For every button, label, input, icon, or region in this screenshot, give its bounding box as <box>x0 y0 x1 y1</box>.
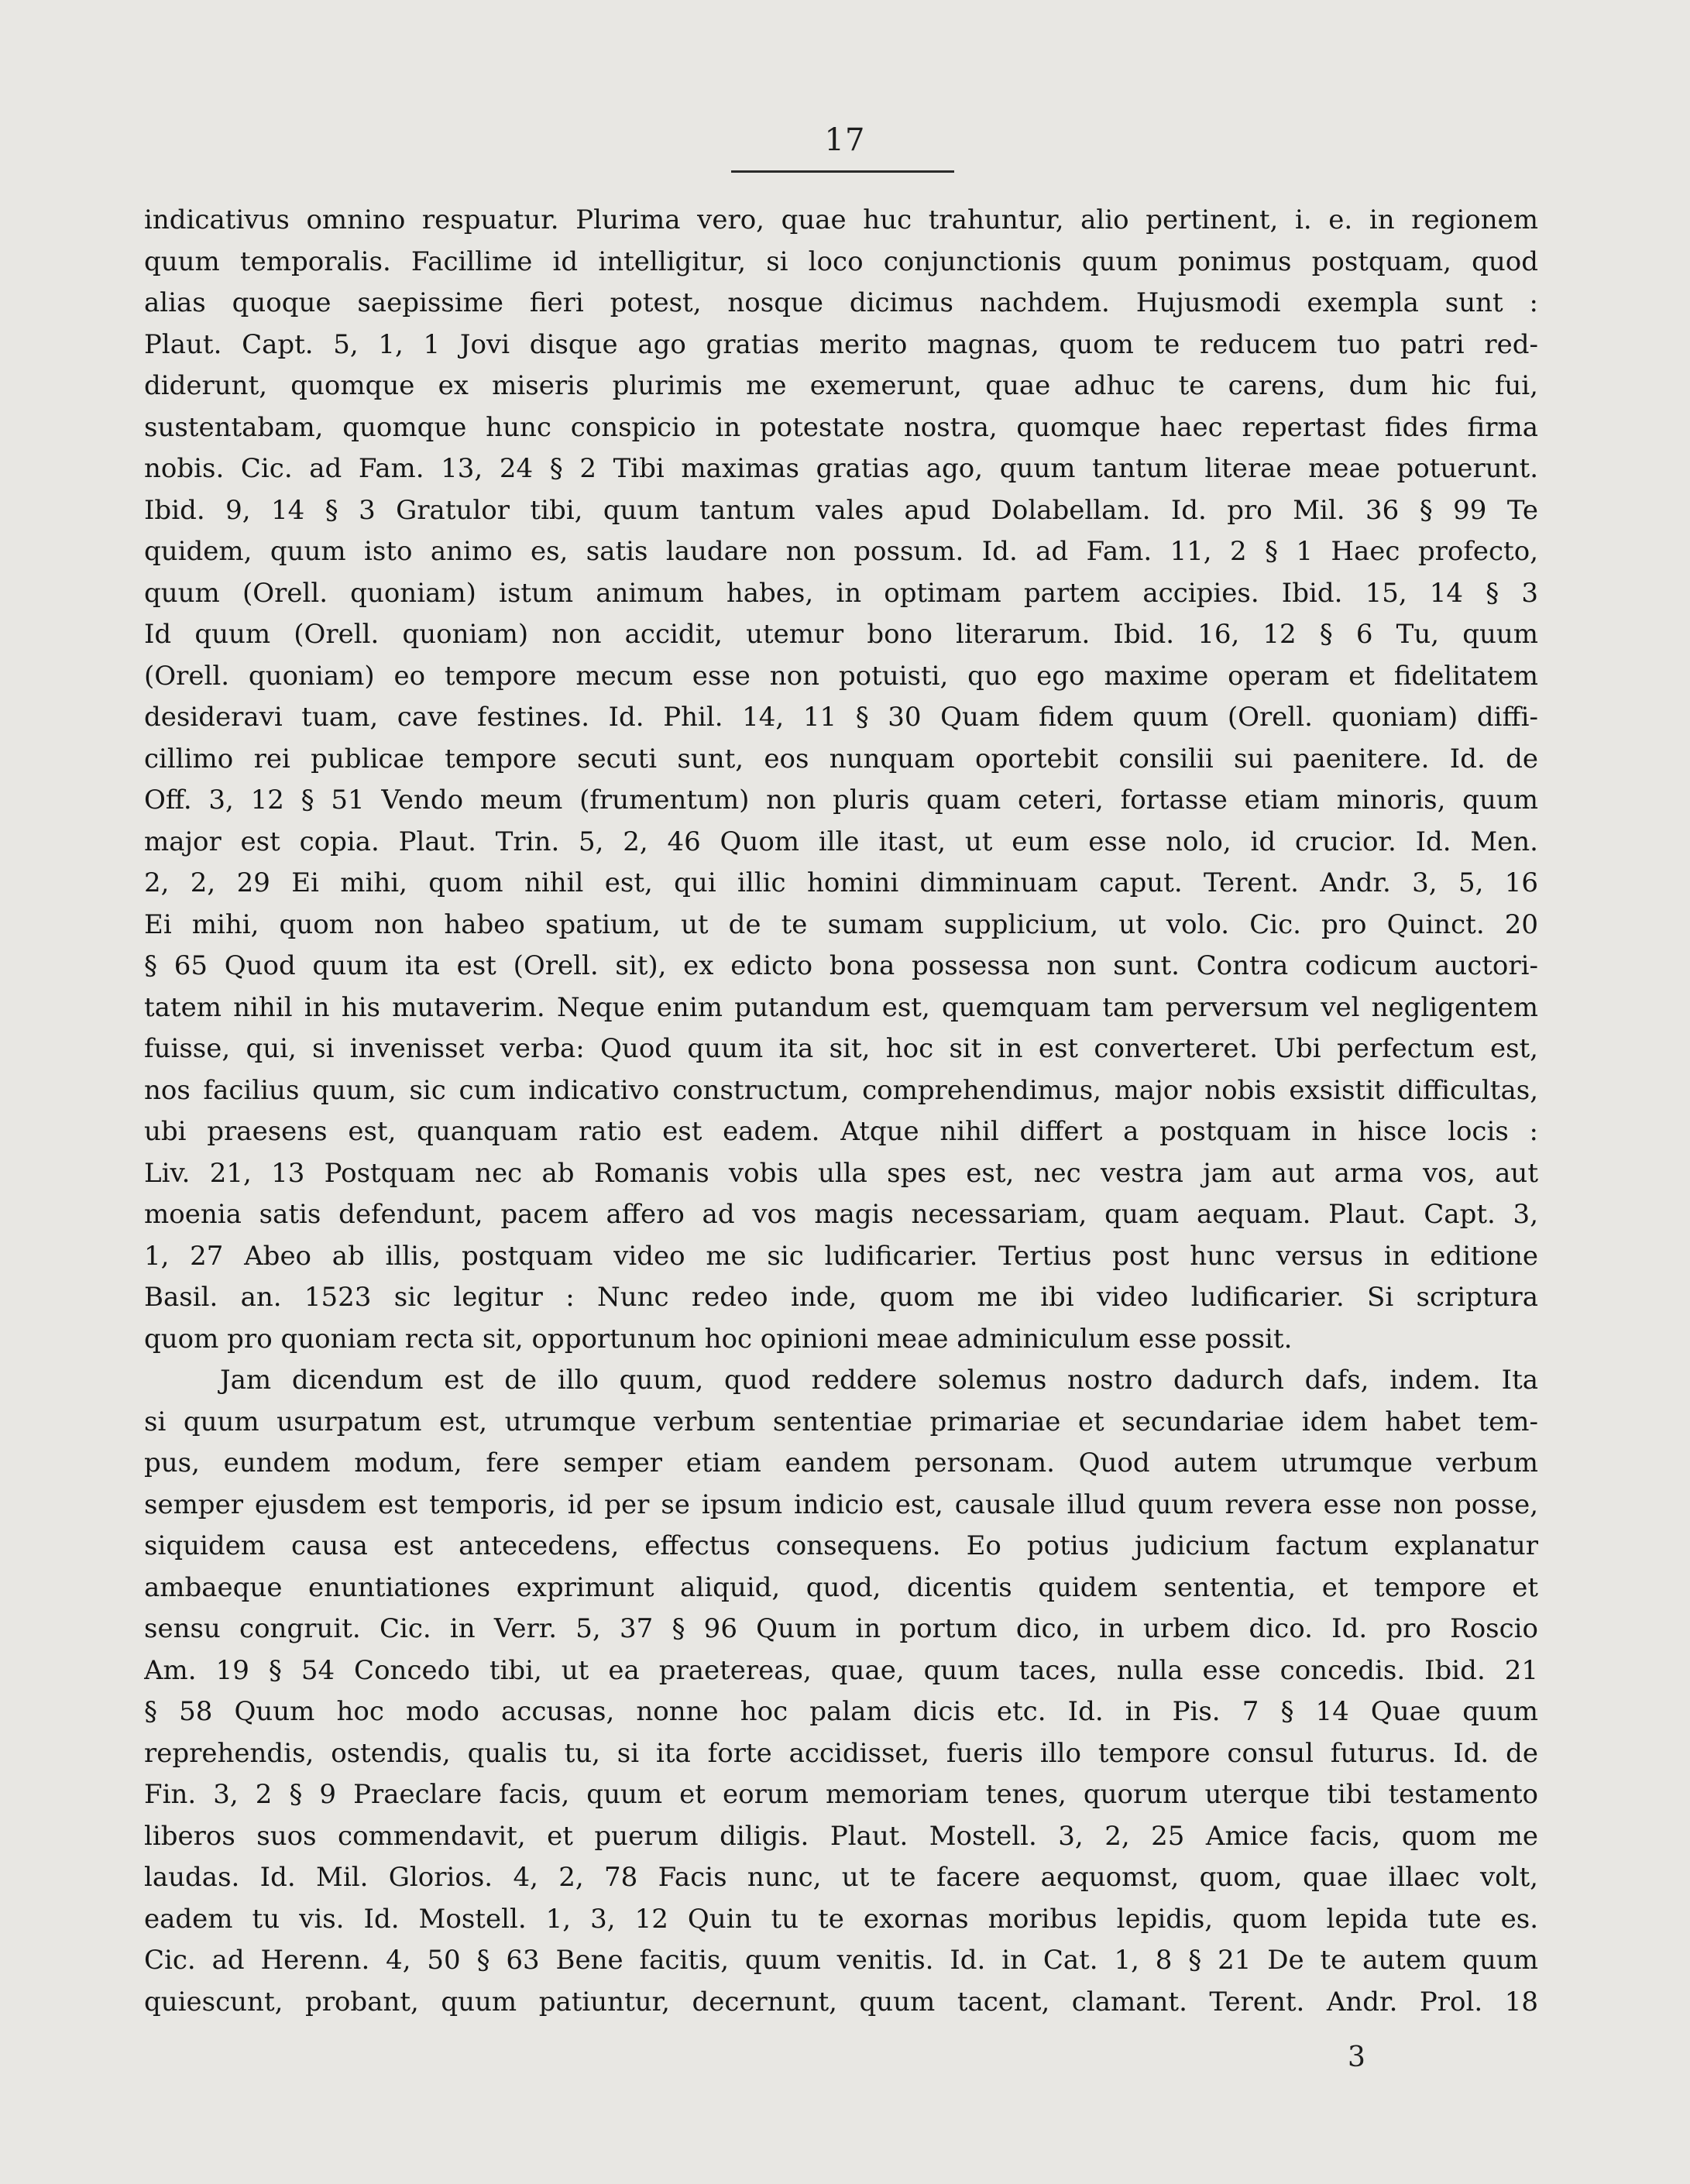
text-line: 1, 27 Abeo ab illis, postquam video me sic ludificarier. Tertius post hunc versus in editione <box>144 1240 1538 1272</box>
text-line: quiescunt, probant, quum patiuntur, decernunt, quum tacent, clamant. Terent. Andr. Prol. 18 <box>144 1986 1538 2017</box>
text-line: tatem nihil in his mutaverim. Neque enim putandum est, quemquam tam perversum vel negligentem <box>144 991 1538 1023</box>
text-line: Jam dicendum est de illo quum, quod reddere solemus nostro dadurch dafs, indem. Ita <box>220 1365 1538 1396</box>
text-line: Fin. 3, 2 § 9 Praeclare facis, quum et eorum memoriam tenes, quorum uterque tibi testamento <box>144 1779 1538 1810</box>
text-line: fuisse, qui, si invenisset verba: Quod quum ita sit, hoc sit in est converteret. Ubi perfectum est, <box>144 1033 1538 1064</box>
body-text <box>144 200 1538 2023</box>
text-line: siquidem causa est antecedens, effectus consequens. Eo potius judicium factum explanatur <box>144 1530 1538 1561</box>
text-line: diderunt, quomque ex miseris plurimis me exemerunt, quae adhuc te carens, dum hic fui, <box>144 370 1538 401</box>
text-line: Id quum (Orell. quoniam) non accidit, utemur bono literarum. Ibid. 16, 12 § 6 Tu, quum <box>144 619 1538 650</box>
text-line: desideravi tuam, cave festines. Id. Phil. 14, 11 § 30 Quam fidem quum (Orell. quoniam) diffi- <box>144 702 1538 733</box>
text-line: ambaeque enuntiationes exprimunt aliquid, quod, dicentis quidem sententia, et tempore et <box>144 1571 1538 1603</box>
text-line: indicativus omnino respuatur. Plurima vero, quae huc trahuntur, alio pertinent, i. e. in regionem <box>144 204 1538 235</box>
text-line: (Orell. quoniam) eo tempore mecum esse non potuisti, quo ego maxime operam et fidelitatem <box>144 660 1538 692</box>
text-line: § 65 Quod quum ita est (Orell. sit), ex edicto bona possessa non sunt. Contra codicum auctori- <box>144 950 1538 981</box>
text-line: laudas. Id. Mil. Glorios. 4, 2, 78 Facis nunc, ut te facere aequomst, quom, quae illaec volt, <box>144 1862 1538 1893</box>
text-line: Plaut. Capt. 5, 1, 1 Jovi disque ago gratias merito magnas, quom te reducem tuo patri red- <box>144 328 1538 360</box>
text-line: Ibid. 9, 14 § 3 Gratulor tibi, quum tantum vales apud Dolabellam. Id. pro Mil. 36 § 99 Te <box>144 494 1538 526</box>
text-line: 2, 2, 29 Ei mihi, quom nihil est, qui illic homini dimminuam caput. Terent. Andr. 3, 5, 16 <box>144 867 1538 898</box>
text-line: quidem, quum isto animo es, satis laudare non possum. Id. ad Fam. 11, 2 § 1 Haec profecto, <box>144 536 1538 567</box>
text-line: Off. 3, 12 § 51 Vendo meum (frumentum) non pluris quam ceteri, fortasse etiam minoris, quum <box>144 785 1538 816</box>
text-line: liberos suos commendavit, et puerum diligis. Plaut. Mostell. 3, 2, 25 Amice facis, quom me <box>144 1820 1538 1852</box>
text-line: ubi praesens est, quanquam ratio est eadem. Atque nihil differt a postquam in hisce locis : <box>144 1116 1538 1147</box>
text-line: moenia satis defendunt, pacem affero ad vos magis necessariam, quam aequam. Plaut. Capt. 3, <box>144 1199 1538 1230</box>
text-line: sensu congruit. Cic. in Verr. 5, 37 § 96 Quum in portum dico, in urbem dico. Id. pro Roscio <box>144 1613 1538 1644</box>
text-line: quum temporalis. Facillime id intelligitur, si loco conjunctionis quum ponimus postquam, quod <box>144 246 1538 277</box>
text-line: pus, eundem modum, fere semper etiam eandem personam. Quod autem utrumque verbum <box>144 1447 1538 1478</box>
text-line: si quum usurpatum est, utrumque verbum sententiae primariae et secundariae idem habet tem- <box>144 1406 1538 1437</box>
text-line: nobis. Cic. ad Fam. 13, 24 § 2 Tibi maximas gratias ago, quum tantum literae meae potuerunt. <box>144 453 1538 484</box>
text-line: cillimo rei publicae tempore secuti sunt, eos nunquam oportebit consilii sui paenitere. Id. de <box>144 743 1538 774</box>
text-line: alias quoque saepissime fieri potest, nosque dicimus nachdem. Hujusmodi exempla sunt : <box>144 287 1538 318</box>
text-line: major est copia. Plaut. Trin. 5, 2, 46 Quom ille itast, ut eum esse nolo, id crucior. Id. Men. <box>144 826 1538 857</box>
text-line: nos facilius quum, sic cum indicativo constructum, comprehendimus, major nobis exsistit difficultas, <box>144 1074 1538 1106</box>
text-line: § 58 Quum hoc modo accusas, nonne hoc palam dicis etc. Id. in Pis. 7 § 14 Quae quum <box>144 1696 1538 1727</box>
paragraph-2 <box>144 1360 1538 2023</box>
text-line: Basil. an. 1523 sic legitur : Nunc redeo inde, quom me ibi video ludificarier. Si scriptura <box>144 1282 1538 1313</box>
text-line: reprehendis, ostendis, qualis tu, si ita forte accidisset, fueris illo tempore consul futurus. Id. de <box>144 1737 1538 1769</box>
text-line: Cic. ad Herenn. 4, 50 § 63 Bene facitis, quum venitis. Id. in Cat. 1, 8 § 21 De te autem quum <box>144 1945 1538 1976</box>
paragraph-1 <box>144 200 1538 1360</box>
page-number: 17 <box>824 122 866 158</box>
text-line: quom pro quoniam recta sit, opportunum hoc opinioni meae adminiculum esse possit. <box>144 1323 1293 1355</box>
text-line: quum (Orell. quoniam) istum animum habes, in optimam partem accipies. Ibid. 15, 14 § 3 <box>144 577 1538 609</box>
text-line: Am. 19 § 54 Concedo tibi, ut ea praetereas, quae, quum taces, nulla esse concedis. Ibid. 21 <box>144 1654 1538 1686</box>
text-line: Liv. 21, 13 Postquam nec ab Romanis vobis ulla spes est, nec vestra jam aut arma vos, aut <box>144 1157 1538 1189</box>
text-line: Ei mihi, quom non habeo spatium, ut de te sumam supplicium, ut volo. Cic. pro Quinct. 20 <box>144 908 1538 940</box>
text-line: eadem tu vis. Id. Mostell. 1, 3, 12 Quin tu te exornas moribus lepidis, quom lepida tute es. <box>144 1903 1538 1935</box>
printer-signature-mark: 3 <box>1348 2041 1365 2073</box>
text-line: semper ejusdem est temporis, id per se ipsum indicio est, causale illud quum revera esse non posse, <box>144 1489 1538 1520</box>
text-line: sustentabam, quomque hunc conspicio in potestate nostra, quomque haec repertast fides firma <box>144 411 1538 443</box>
header-rule <box>731 170 954 173</box>
